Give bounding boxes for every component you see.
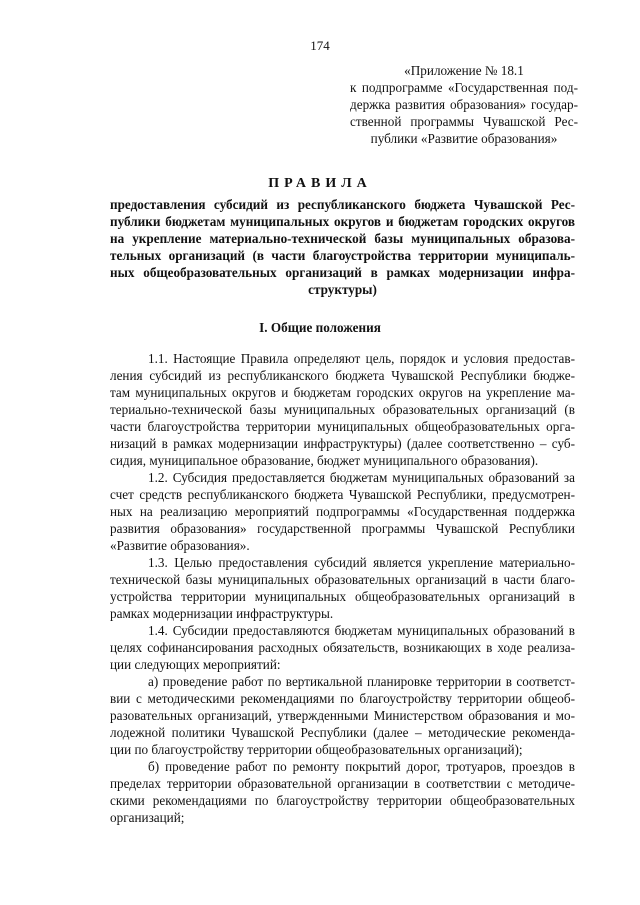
paragraph-line: там муниципальных округов и бюджетам городских округов на укрепление ма- (110, 385, 575, 400)
subtitle-line: структуры) (308, 282, 377, 297)
document-subtitle (110, 196, 575, 298)
paragraph (110, 554, 575, 622)
paragraph-line: сидия, муниципальное образование, бюджет муниципального образования). (110, 453, 539, 468)
subtitle-line: на укрепление материально-технической базы муниципальных образова- (110, 231, 575, 246)
appendix-line: «Приложение № 18.1 (404, 63, 524, 78)
paragraph-line: развития образования» государственной программы Чувашской Республики (110, 521, 575, 536)
paragraph-line: счет средств республиканского бюджета Чувашской Республики, предусмотрен- (110, 487, 575, 502)
paragraph (110, 350, 575, 469)
paragraph-line: части благоустройства территории муниципальных общеобразовательных орга- (110, 419, 575, 434)
document-body (110, 350, 575, 826)
appendix-line: ственной программы Чувашской Рес- (350, 114, 578, 129)
paragraph (110, 469, 575, 554)
paragraph-line: териально-технической базы муниципальных образовательных организаций (в (110, 402, 575, 417)
appendix-line: публики «Развитие образования» (370, 131, 558, 146)
paragraph (110, 622, 575, 673)
appendix-note (350, 62, 578, 147)
subtitle-line: публики бюджетам муниципальных округов и бюджетам городских округов (110, 214, 575, 229)
paragraph-line: 1.4. Субсидии предоставляются бюджетам муниципальных образований в (148, 623, 575, 638)
paragraph-line: 1.3. Целью предоставления субсидий является укрепление материально- (148, 555, 575, 570)
paragraph-line: ления субсидий из республиканского бюджета Чувашской Республики бюдже- (110, 368, 575, 383)
paragraph (110, 758, 575, 826)
paragraph-line: рамках модернизации инфраструктуры. (110, 606, 334, 621)
appendix-line: к подпрограмме «Государственная под- (350, 80, 578, 95)
paragraph-line: 1.2. Субсидия предоставляется бюджетам муниципальных образований за (148, 470, 575, 485)
paragraph (110, 673, 575, 758)
paragraph-line: пределах территории образовательной организации в соответствии с методиче- (110, 776, 575, 791)
paragraph-line: вии с методическими рекомендациями по благоустройству территории общеоб- (110, 691, 575, 706)
subtitle-line: предоставления субсидий из республиканского бюджета Чувашской Рес- (110, 197, 575, 212)
paragraph-line: организаций; (110, 810, 185, 825)
document-title: ПРАВИЛА (268, 176, 372, 191)
paragraph-line: ции по благоустройству территории общеобразовательных организаций); (110, 742, 523, 757)
paragraph-line: б) проведение работ по ремонту покрытий дорог, тротуаров, проездов в (148, 759, 575, 774)
paragraph-line: технической базы муниципальных образовательных организаций в части благо- (110, 572, 575, 587)
paragraph-line: низаций в рамках модернизации инфраструктуры) (далее соответственно – суб- (110, 436, 575, 451)
page-number: 174 (310, 38, 330, 53)
paragraph-line: 1.1. Настоящие Правила определяют цель, порядок и условия предостав- (148, 351, 575, 366)
subtitle-line: тельных организаций (в части благоустройства территории муниципаль- (110, 248, 575, 263)
paragraph-line: ных на реализацию мероприятий подпрограммы «Государственная поддержка (110, 504, 575, 519)
paragraph-line: лодежной политики Чувашской Республики (далее – методические рекоменда- (110, 725, 575, 740)
subtitle-line: ных общеобразовательных организаций в рамках модернизации инфра- (110, 265, 575, 280)
appendix-line: держка развития образования» государ- (350, 97, 578, 112)
paragraph-line: а) проведение работ по вертикальной планировке территории в соответст- (148, 674, 575, 689)
paragraph-line: целях софинансирования расходных обязательств, возникающих в ходе реализа- (110, 640, 575, 655)
paragraph-line: разовательных организаций, утвержденными Министерством образования и мо- (110, 708, 575, 723)
paragraph-line: «Развитие образования». (110, 538, 250, 553)
paragraph-line: устройства территории муниципальных общеобразовательных организаций в (110, 589, 575, 604)
paragraph-line: скими рекомендациями по благоустройству территории общеобразовательных (110, 793, 575, 808)
section-heading: I. Общие положения (259, 320, 381, 335)
paragraph-line: ции следующих мероприятий: (110, 657, 281, 672)
